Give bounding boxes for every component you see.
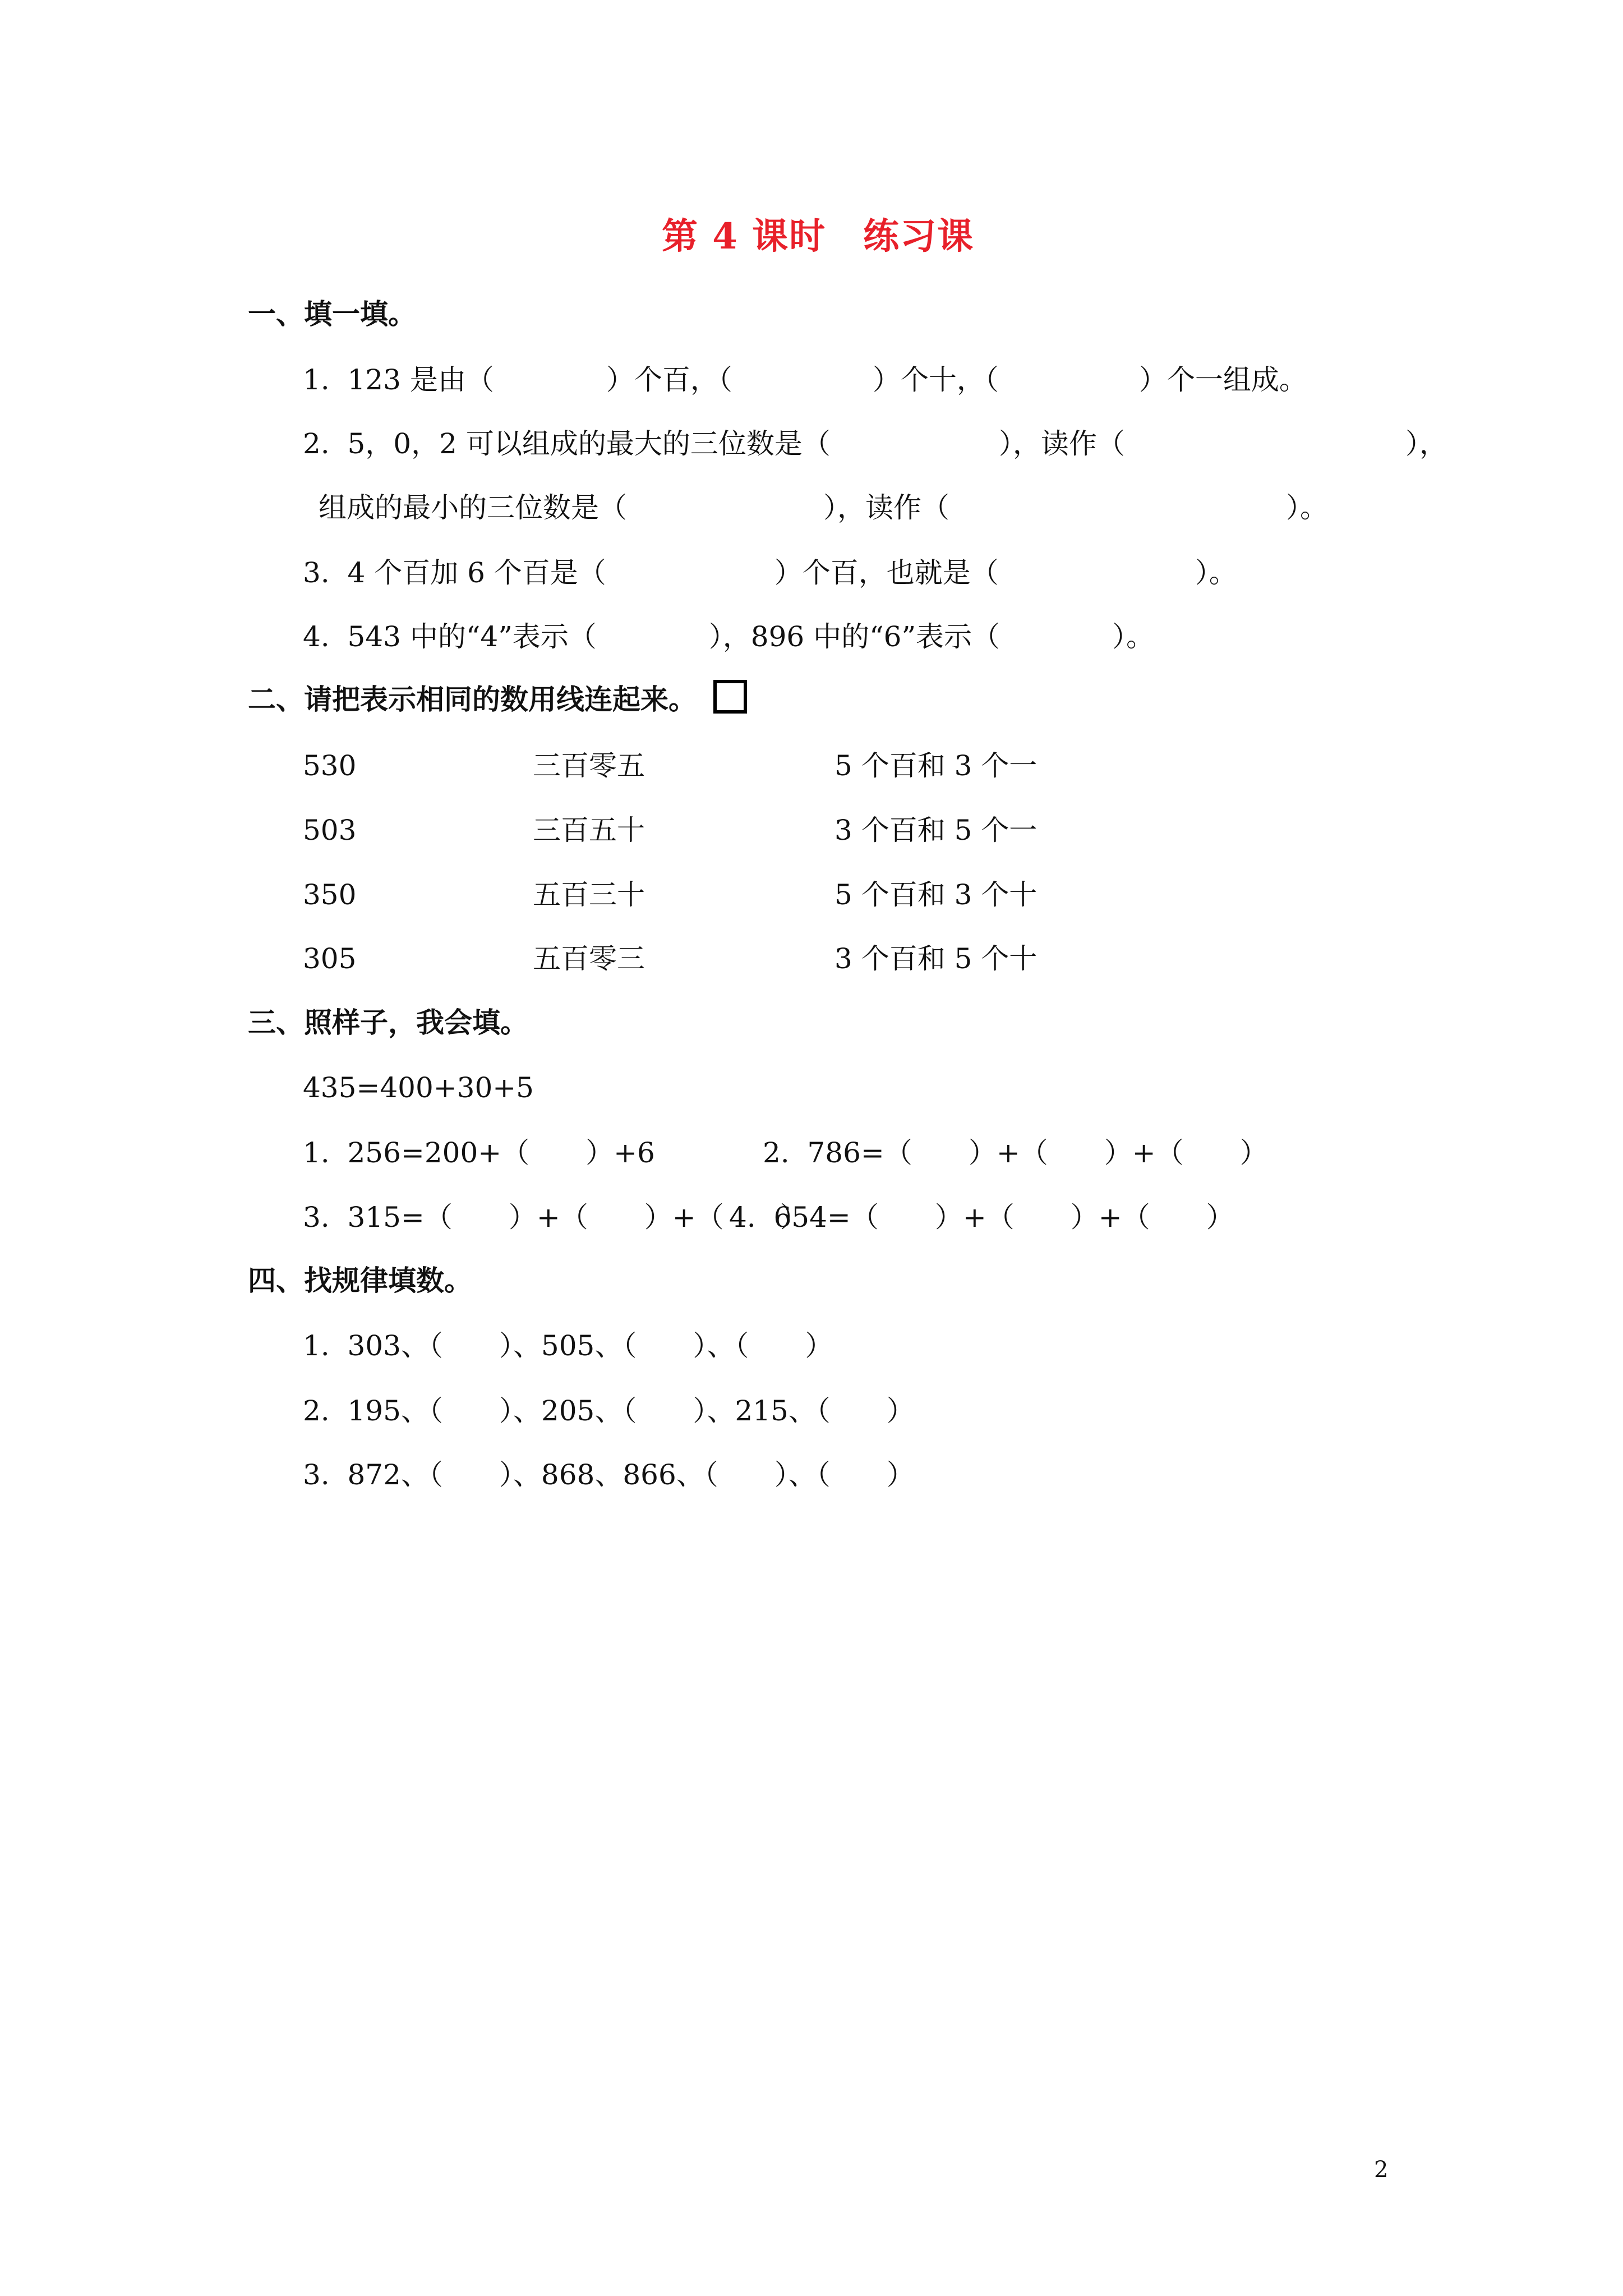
page-title: 第 4 课时 练习课 <box>662 215 975 257</box>
section1-question-4: 4. 543 中的“4”表示（ ），896 中的“6”表示（ ）。 <box>303 620 1155 653</box>
section4-heading: 四、找规律填数。 <box>248 1264 472 1297</box>
match-chinese: 五百零三 <box>533 942 645 975</box>
section1-question-2-line1: 2. 5，0，2 可以组成的最大的三位数是（ ），读作（ ）， <box>303 427 1447 460</box>
answer-checkbox[interactable] <box>713 680 747 714</box>
section4-question-2: 2. 195、（ ）、205、（ ）、215、（ ） <box>303 1395 915 1427</box>
match-number: 503 <box>303 814 357 846</box>
section3-question-3: 3. 315=（ ）+（ ）+（ ） <box>303 1201 808 1234</box>
section4-question-3: 3. 872、（ ）、868、866、（ ）、（ ） <box>303 1458 915 1491</box>
page-number: 2 <box>1374 2157 1389 2183</box>
match-number: 530 <box>303 749 357 782</box>
section1-question-2-line2: 组成的最小的三位数是（ ），读作（ ）。 <box>319 491 1328 524</box>
section3-example: 435=400+30+5 <box>303 1071 534 1104</box>
section1-question-3: 3. 4 个百加 6 个百是（ ）个百，也就是（ ）。 <box>303 556 1237 589</box>
section3-heading: 三、照样子，我会填。 <box>248 1006 528 1039</box>
match-description: 5 个百和 3 个一 <box>834 749 1038 782</box>
match-number: 305 <box>303 942 357 975</box>
match-number: 350 <box>303 878 357 911</box>
section2-heading: 二、请把表示相同的数用线连起来。 <box>248 683 697 716</box>
match-chinese: 三百零五 <box>533 749 645 782</box>
section1-heading: 一、填一填。 <box>248 297 416 330</box>
match-chinese: 三百五十 <box>533 814 645 846</box>
section3-question-1: 1. 256=200+（ ）+6 <box>303 1137 655 1169</box>
section3-question-4: 4. 654=（ ）+（ ）+（ ） <box>729 1201 1234 1234</box>
match-chinese: 五百三十 <box>533 878 645 911</box>
match-description: 3 个百和 5 个十 <box>834 942 1038 975</box>
match-description: 5 个百和 3 个十 <box>834 878 1038 911</box>
match-description: 3 个百和 5 个一 <box>834 814 1038 846</box>
section1-question-1: 1. 123 是由（ ）个百，（ ）个十，（ ）个一组成。 <box>303 364 1307 396</box>
section3-question-2: 2. 786=（ ）+（ ）+（ ） <box>763 1137 1268 1169</box>
section4-question-1: 1. 303、（ ）、505、（ ）、（ ） <box>303 1329 833 1362</box>
